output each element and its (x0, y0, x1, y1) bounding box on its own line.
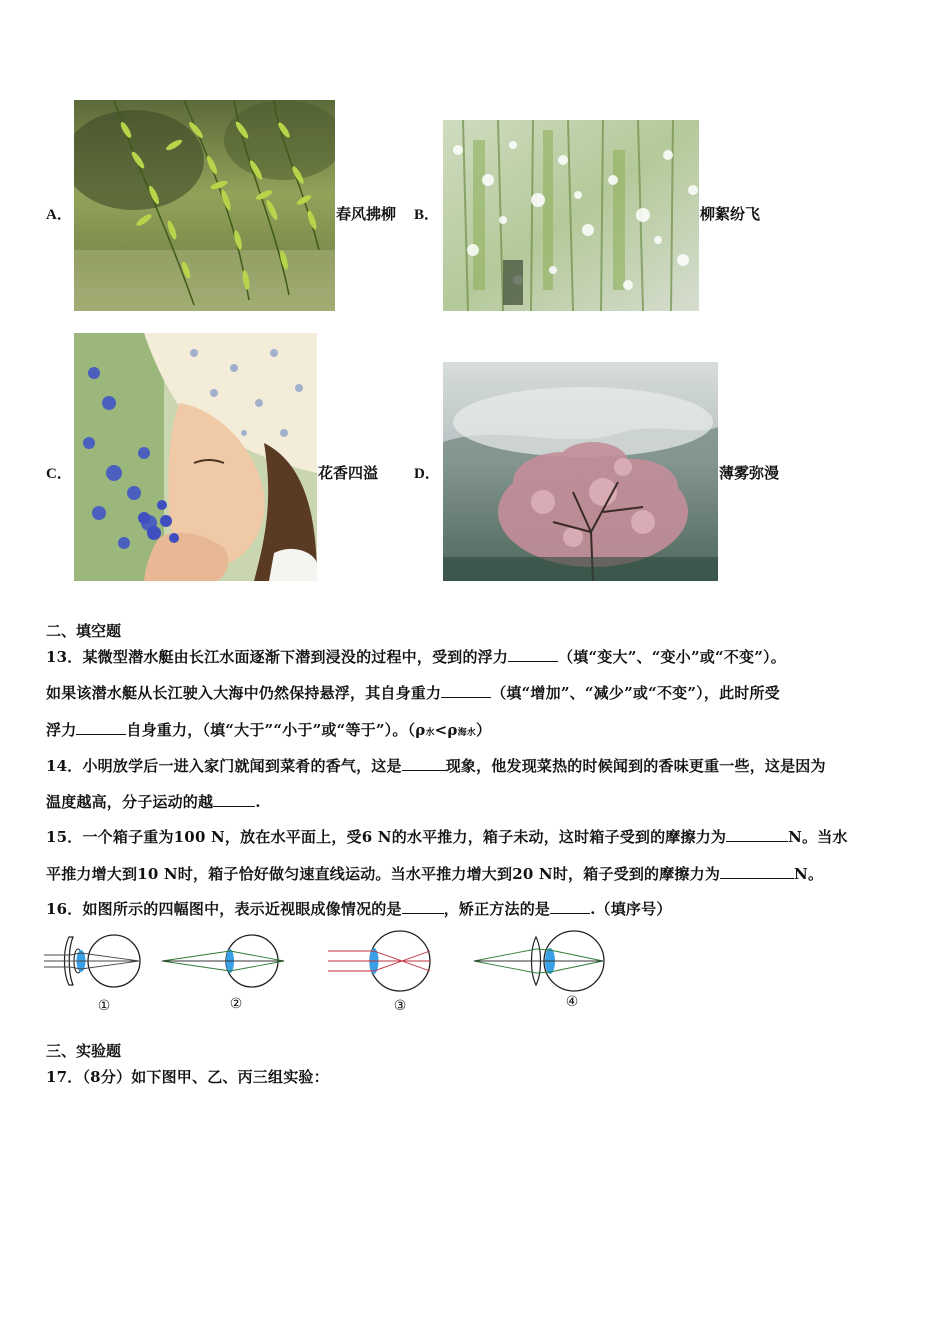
q13-line-1: 13．某微型潜水艇由长江水面逐渐下潜到浸没的过程中，受到的浮力 （填“变大”、“变小”或“不变”）。 (46, 648, 786, 666)
eye-diagram-4 (470, 925, 610, 995)
eye-diagram-4-label: ④ (565, 994, 579, 1010)
eye-diagram-2 (158, 925, 298, 995)
eye-diagram-1-label: ① (97, 998, 111, 1014)
mist-over-blossom-tree-photo (443, 362, 718, 581)
option-c-letter: C． (46, 466, 72, 482)
q13-blank-1[interactable] (508, 647, 558, 662)
q15-line-1: 15．一个箱子重为100 N，放在水平面上，受6 N的水平推力，箱子未动，这时箱子受到的摩擦力为 N。当水 (46, 828, 848, 846)
eye-diagram-3 (322, 925, 442, 995)
option-d-caption: 薄雾弥漫 (719, 464, 780, 482)
q13-line-2: 如果该潜水艇从长江驶入大海中仍然保持悬浮，其自身重力 （填“增加”、“减少”或“不变”），此时所受 (46, 684, 780, 702)
q14-blank-1[interactable] (402, 756, 446, 771)
girl-smelling-flowers-photo (74, 333, 317, 581)
q13-line-3: 浮力 自身重力，（填“大于”“小于”或“等于”）。（ρ水<ρ海水） (46, 721, 492, 739)
q14-line-1: 14．小明放学后一进入家门就闻到菜肴的香气，这是 现象，他发现菜热的时候闻到的香味更重一些，这是因为 (46, 757, 826, 775)
option-a-letter: A． (46, 207, 72, 223)
q17-text: 17．（8分）如下图甲、乙、丙三组实验： (46, 1068, 329, 1086)
q15-line-2: 平推力增大到10 N时，箱子恰好做匀速直线运动。当水平推力增大到20 N时，箱子受到的摩擦力为 N。 (46, 865, 824, 883)
q16-blank-1[interactable] (402, 899, 444, 914)
q13-blank-3[interactable] (76, 720, 126, 735)
eye-diagrams (40, 925, 620, 1017)
option-d-letter: D． (414, 466, 440, 482)
q16-blank-2[interactable] (550, 899, 590, 914)
q15-blank-2[interactable] (720, 864, 794, 879)
option-a-caption: 春风拂柳 (336, 205, 397, 223)
q13-blank-2[interactable] (441, 683, 491, 698)
eye-diagram-2-label: ② (229, 996, 243, 1012)
q15-blank-1[interactable] (726, 827, 788, 842)
eye-diagram-1 (40, 925, 150, 995)
section-experiment-title: 三、实验题 (46, 1042, 122, 1060)
option-b-letter: B． (414, 207, 440, 223)
q14-line-2: 温度越高，分子运动的越 . (46, 793, 261, 811)
option-b-caption: 柳絮纷飞 (700, 205, 761, 223)
willow-catkins-photo (443, 120, 699, 311)
willow-branches-photo (74, 100, 335, 311)
q14-blank-2[interactable] (213, 792, 255, 807)
option-c-caption: 花香四溢 (318, 464, 379, 482)
section-fill-in-title: 二、填空题 (46, 622, 122, 640)
eye-diagram-3-label: ③ (393, 998, 407, 1014)
q16-line-1: 16．如图所示的四幅图中，表示近视眼成像情况的是 ，矫正方法的是 .（填序号） (46, 900, 672, 918)
